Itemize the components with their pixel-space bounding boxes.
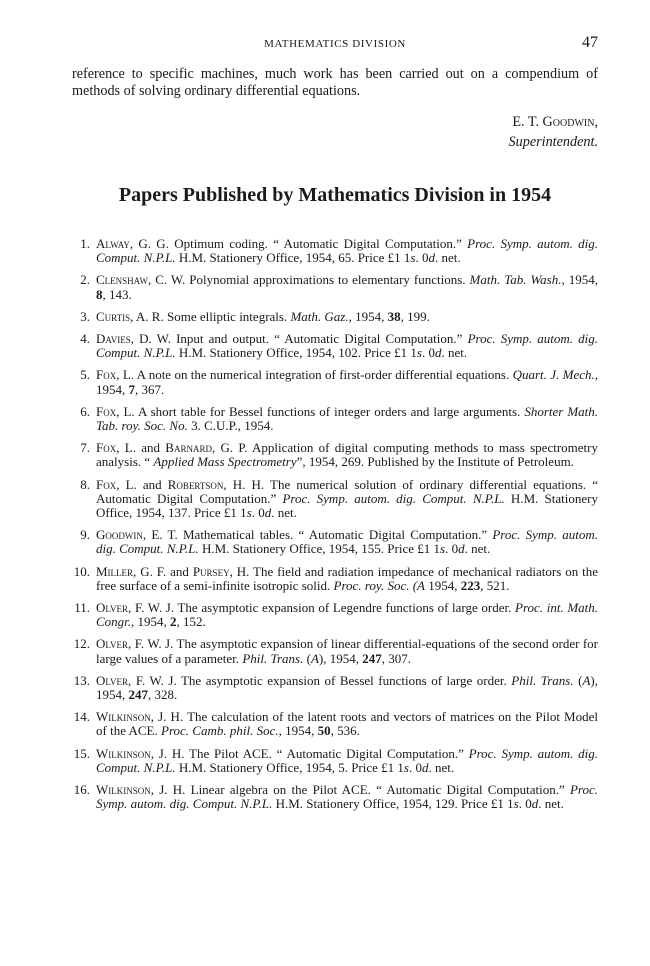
paper-entry [72, 710, 598, 738]
paper-author: Pursey, H. [192, 563, 250, 579]
paper-entry [72, 478, 598, 521]
paper-text: . net. [464, 541, 491, 557]
paper-text: Input and output. “ Automatic Digital Computation.” [170, 331, 468, 347]
paper-text: , 367. [135, 381, 165, 397]
papers-list [72, 237, 598, 812]
paper-italic: s [246, 505, 252, 521]
paper-volume: 38 [387, 308, 401, 324]
paper-italic: s [440, 541, 446, 557]
paper-text: . 0 [251, 505, 265, 521]
paper-italic: d [421, 759, 429, 775]
paper-italic: Phil. Trans. [242, 650, 304, 666]
paper-italic: Proc. roy. Soc. (A [333, 577, 425, 593]
paper-text: , 328. [148, 687, 178, 703]
paper-number: 7. [80, 440, 90, 456]
paper-italic: Math. Tab. Wash. [469, 272, 562, 288]
signature-role: Superintendent. [508, 134, 598, 150]
paper-number: 5. [80, 367, 90, 383]
paper-entry [72, 332, 598, 360]
paper-author: Barnard, G. P. [165, 440, 248, 456]
paper-text: H.M. Stationery Office, 1954, 5. Price £1 1 [175, 759, 404, 775]
paper-text: ( [573, 672, 583, 688]
paper-italic: Proc. int. Math. Congr. [96, 600, 599, 630]
paper-volume: 247 [362, 650, 382, 666]
paper-text: . 0 [518, 796, 532, 812]
paper-italic: Proc. Symp. autom. dig. Comput. N.P.L. [96, 236, 598, 266]
paper-entry [72, 237, 598, 265]
paper-italic: s [403, 759, 409, 775]
paper-entry [72, 273, 598, 301]
paper-author: Wilkinson, J. H. [96, 782, 186, 798]
paper-italic: A [310, 650, 319, 666]
paper-author: Davies, D. W. [96, 331, 171, 347]
paper-author: Clenshaw, C. W. [96, 272, 186, 288]
paper-text: , 1954, [131, 614, 171, 630]
paper-italic: d [264, 505, 272, 521]
paper-number: 9. [80, 527, 90, 543]
running-head [72, 36, 598, 60]
paper-text: H.M. Stationery Office, 1954, 129. Price £1 1 [272, 796, 514, 812]
paper-author: Curtis, A. R. [96, 308, 164, 324]
paper-author: Fox, L. [96, 440, 136, 456]
paper-italic: Math. Gaz. [290, 308, 349, 324]
paper-volume: 8 [96, 286, 103, 302]
section-title: Papers Published by Mathematics Division in 1954 [118, 184, 552, 206]
paper-text: ”, 1954, 269. Published by the Institute of Petroleum. [296, 454, 574, 470]
paper-text: . net. [271, 505, 297, 521]
paper-number: 4. [80, 331, 90, 347]
paper-italic: s [410, 250, 416, 266]
paper-author: Miller, G. F. [96, 563, 167, 579]
paper-author: Wilkinson, J. H. [96, 709, 184, 725]
paper-text: , 521. [480, 577, 510, 593]
paper-number: 8. [80, 476, 90, 492]
paper-volume: 7 [128, 381, 135, 397]
paper-italic: Proc. Symp. autom. dig. Comput. N.P.L. [282, 490, 505, 506]
paper-text: 1954, [425, 577, 461, 593]
paper-entry [72, 565, 598, 593]
paper-number: 2. [80, 272, 90, 288]
paper-text: . net. [434, 250, 461, 266]
paper-text: H.M. Stationery Office, 1954, 155. Price £1 1 [198, 541, 441, 557]
paper-text: 3. C.U.P., 1954. [187, 418, 274, 434]
paper-italic: Applied Mass Spectrometry [153, 454, 297, 470]
paper-text: , 1954, [561, 272, 598, 288]
paper-text: , 1954, [278, 723, 318, 739]
paper-text: H.M. Stationery Office, 1954, 137. Price £1 1 [96, 490, 598, 521]
paper-text: The field and radiation impedance of mechanical radiators on the free surface of a semi-infinite isotropic solid. [96, 563, 598, 593]
paper-text: and [135, 440, 166, 456]
paper-text: . 0 [415, 250, 429, 266]
paper-text: A note on the numerical integration of first-order differential equations. [134, 367, 513, 383]
paper-text: and [136, 476, 168, 492]
paper-number: 16. [73, 782, 90, 798]
paper-author: Fox, L. [96, 476, 137, 492]
paper-text: Some elliptic integrals. [163, 308, 291, 324]
paper-text: , 536. [330, 723, 360, 739]
paper-volume: 2 [170, 614, 177, 630]
paper-number: 3. [80, 308, 90, 324]
paper-italic: Proc. Camb. phil. Soc. [161, 723, 279, 739]
paper-entry [72, 405, 598, 433]
paper-number: 11. [74, 600, 90, 616]
paper-author: Goodwin, E. T. [96, 527, 178, 543]
paper-number: 1. [80, 236, 90, 251]
paper-italic: d [458, 541, 465, 557]
paper-italic: d [428, 250, 435, 266]
paper-text: . net. [538, 796, 564, 812]
paper-author: Alway, G. G. [96, 236, 169, 251]
paper-number: 12. [73, 636, 90, 652]
paper-text: , 307. [381, 650, 411, 666]
paper-italic: Proc. Symp. autom. dig. Comput. N.P.L. [96, 527, 598, 557]
paper-italic: Shorter Math. Tab. roy. Soc. No. [96, 403, 599, 434]
paper-author: Olver, F. W. J. [96, 600, 175, 616]
paper-author: Robertson, H. H. [167, 476, 265, 492]
paper-author: Olver, F. W. J. [96, 636, 174, 652]
paper-text: ), 1954, [96, 672, 598, 703]
paper-italic: s [513, 796, 519, 812]
paper-text: Polynomial approximations to elementary functions. [185, 272, 470, 288]
signature-block [72, 112, 598, 152]
paper-text: Mathematical tables. “ Automatic Digital Computation.” [177, 527, 493, 543]
paper-text: Optimum coding. “ Automatic Digital Computation.” [168, 236, 468, 251]
paper-entry [72, 310, 598, 324]
paper-text: ), 1954, [318, 650, 363, 666]
paper-text: The asymptotic expansion of Bessel functions of large order. [176, 672, 512, 688]
paper-italic: s [416, 345, 422, 361]
paper-text: H.M. Stationery Office, 1954, 65. Price £1 1 [175, 250, 411, 266]
paper-text: Application of digital computing methods to mass spectrometry analysis. “ [96, 440, 598, 470]
paper-number: 15. [73, 745, 90, 761]
paper-italic: Proc. Symp. autom. dig. Comput. N.P.L. [96, 745, 598, 775]
paper-text: The asymptotic expansion of Legendre functions of large order. [174, 600, 516, 616]
paper-author: Fox, L. [96, 403, 135, 419]
paper-entry [72, 747, 598, 775]
paper-text: The asymptotic expansion of linear differential-equations of the second order for large values of a parameter. [96, 636, 598, 666]
paper-text: , 1954, [348, 308, 388, 324]
paper-author: Fox, L. [96, 367, 135, 383]
paper-volume: 247 [128, 687, 148, 703]
paper-number: 14. [73, 709, 90, 725]
paper-entry [72, 441, 598, 469]
paper-entry [72, 674, 598, 702]
paper-volume: 223 [460, 577, 481, 593]
paper-entry [72, 637, 598, 665]
paper-text: , 1954, [96, 367, 598, 397]
paper-italic: A [582, 672, 591, 688]
paper-italic: Quart. J. Mech. [512, 367, 595, 383]
paper-text: H.M. Stationery Office, 1954, 102. Price £1 1 [175, 345, 417, 361]
paper-text: Linear algebra on the Pilot ACE. “ Automatic Digital Computation.” [185, 782, 570, 798]
paper-italic: d [434, 345, 442, 361]
paper-number: 6. [80, 403, 90, 419]
paper-text: The Pilot ACE. “ Automatic Digital Computation.” [184, 745, 469, 761]
signature-name: E. T. Goodwin, [512, 114, 598, 130]
paper-entry [72, 528, 598, 556]
paper-volume: 50 [317, 723, 331, 739]
paper-italic: Phil. Trans. [511, 672, 574, 688]
paper-number: 10. [73, 563, 90, 579]
paper-text: . 0 [408, 759, 422, 775]
paper-entry [72, 368, 598, 396]
paper-text: . 0 [421, 345, 435, 361]
paper-text: . net. [428, 759, 455, 775]
paper-text: and [166, 563, 193, 579]
page-number: 47 [582, 34, 598, 51]
paper-italic: Proc. Symp. autom. dig. Comput. N.P.L. [96, 331, 598, 361]
running-title: MATHEMATICS DIVISION [264, 38, 406, 50]
paper-author: Wilkinson, J. H. [96, 745, 185, 761]
paper-text: The calculation of the latent roots and vectors of matrices on the Pilot Model of the ACE. [96, 709, 598, 739]
paper-text: A short table for Bessel functions of integer orders and large arguments. [134, 403, 525, 419]
paper-entry [72, 601, 598, 629]
paper-text: , 152. [176, 614, 206, 630]
paper-author: Olver, F. W. J. [96, 672, 177, 688]
paper-text: , 199. [400, 308, 430, 324]
paper-number: 13. [73, 672, 90, 688]
paper-entry [72, 783, 598, 811]
paper-text: , 143. [102, 286, 132, 302]
paper-text: The numerical solution of ordinary differential equations. “ Automatic Digital Computation.” [96, 476, 599, 506]
paper-text: . net. [441, 345, 468, 361]
paper-italic: Proc. Symp. autom. dig. Comput. N.P.L. [96, 782, 598, 812]
document-page [0, 36, 650, 966]
intro-paragraph: reference to specific machines, much work has been carried out on a compendium of methods of solving ordinary differential equations. [72, 66, 598, 99]
paper-italic: d [531, 796, 539, 812]
paper-text: ( [303, 650, 311, 666]
paper-text: . 0 [445, 541, 459, 557]
